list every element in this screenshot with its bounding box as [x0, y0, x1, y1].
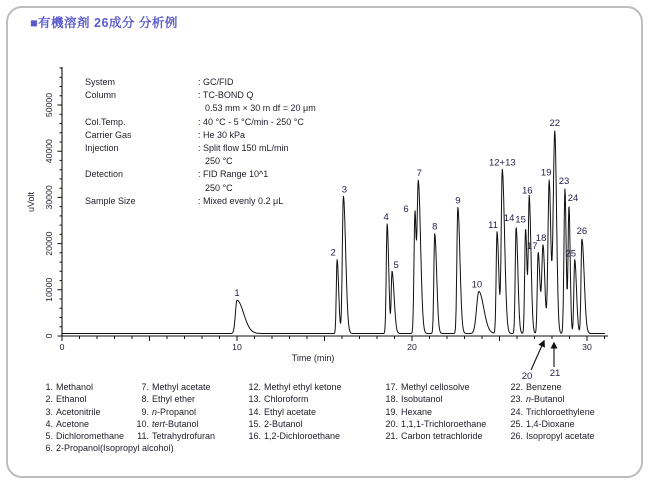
info-value: : FID Range 10^1: [198, 169, 269, 180]
compound-name: Trichloroethylene: [526, 406, 595, 417]
compound-name: Isobutanol: [401, 394, 443, 405]
list-item: [381, 418, 486, 430]
hidden-peak-annotation: [550, 343, 561, 379]
peak-label: 14: [503, 213, 515, 225]
compound-number: 4.: [45, 418, 53, 429]
peak-label: 23: [558, 175, 570, 187]
info-value: : 40 °C - 5 °C/min - 250 °C: [198, 116, 304, 127]
compound-number: 8.: [141, 394, 149, 405]
info-label: Carrier Gas: [85, 129, 132, 140]
compound-name: Methanol: [56, 382, 94, 392]
compound-name: Acetonitrile: [56, 406, 101, 417]
compound-name: Tetrahydrofuran: [152, 431, 216, 442]
list-item: [381, 430, 486, 442]
peak-label: 25: [565, 248, 577, 260]
x-axis-title: Time (min): [291, 353, 335, 363]
y-tick-label: 40000: [44, 139, 54, 164]
compound-number: 10.: [136, 418, 149, 429]
compound-column: [132, 381, 215, 442]
compound-name: Ethanol: [56, 394, 87, 405]
compound-name: Benzene: [526, 382, 562, 392]
compound-number: 15.: [248, 418, 261, 429]
list-item: [381, 406, 486, 418]
peak-label: 7: [416, 168, 422, 179]
peak-label: 3: [341, 184, 348, 196]
compound-name: 1,4-Dioxane: [526, 418, 575, 429]
compound-column: [381, 381, 486, 442]
info-label: Sample Size: [85, 195, 136, 206]
compound-number: 12.: [248, 382, 261, 392]
compound-number: 26.: [510, 431, 523, 442]
compound-name: Isopropyl acetate: [526, 431, 595, 442]
compound-name: Carbon tetrachloride: [401, 431, 483, 442]
peak-label: 4: [383, 212, 389, 223]
peak-label: 9: [455, 195, 461, 207]
compound-number: 5.: [45, 431, 53, 442]
compound-number: 18.: [385, 394, 398, 405]
compound-number: 1.: [45, 382, 53, 392]
page-title-text: ■有機溶剤 26成分 分析例: [30, 16, 178, 30]
axes: [58, 67, 609, 341]
list-item: [381, 381, 486, 393]
peak-label: 16: [522, 185, 533, 197]
list-item: [244, 418, 342, 430]
peak-label: 17: [526, 241, 538, 253]
compound-name: Ethyl ether: [152, 394, 196, 405]
list-item: [244, 406, 342, 418]
compound-name: 1,1,1-Trichloroethane: [401, 418, 487, 429]
peak-label: 21: [549, 368, 561, 379]
peak-label: 15: [515, 214, 526, 226]
list-item: [132, 406, 215, 418]
list-item: [132, 393, 215, 405]
compound-number: 19.: [385, 406, 398, 417]
compound-name: n-Butanol: [526, 394, 565, 405]
compound-number: 13.: [248, 394, 261, 405]
peak-label: 8: [432, 221, 438, 233]
x-tick-label: 10: [232, 342, 242, 352]
compound-name: Methyl acetate: [152, 382, 211, 392]
list-item: [381, 393, 486, 405]
compound-name: Hexane: [401, 406, 433, 417]
compound-name: n-Propanol: [152, 406, 197, 417]
compound-number: 3.: [45, 406, 53, 417]
y-axis-title: uVolt: [26, 191, 36, 213]
peak-label: 20: [521, 371, 533, 382]
list-item: [244, 430, 342, 442]
x-tick-label: 0: [59, 342, 65, 352]
compound-number: 23.: [510, 394, 523, 405]
list-item: [132, 418, 215, 430]
info-label: System: [85, 77, 116, 87]
info-value: : Mixed evenly 0.2 μL: [198, 195, 284, 206]
info-value: : GC/FID: [198, 77, 234, 87]
compound-column: [244, 381, 342, 442]
x-tick-label: 30: [582, 342, 592, 352]
compound-number: 7.: [141, 382, 149, 392]
compound-number: 25.: [510, 418, 523, 429]
peak-label: 24: [567, 193, 579, 204]
info-value: : He 30 kPa: [198, 129, 246, 140]
compound-name: 2-Butanol: [264, 418, 303, 429]
compound-name: Methyl cellosolve: [401, 382, 470, 392]
list-item: [506, 393, 595, 405]
compound-number: 9.: [141, 406, 149, 417]
y-tick-label: 0: [44, 333, 54, 339]
chromatogram-trace: [62, 131, 605, 334]
annotation-arrow-icon: [531, 341, 544, 370]
info-value: : TC-BOND Q: [198, 90, 254, 101]
peak-label: 10: [471, 279, 483, 291]
peak-label: 19: [540, 167, 552, 179]
info-label: Detection: [85, 169, 124, 180]
compound-name: 1,2-Dichloroethane: [264, 431, 341, 442]
peak-label: 18: [535, 233, 547, 245]
list-item: [506, 381, 595, 393]
peak-label: 22: [549, 118, 561, 130]
hidden-peak-annotation: [522, 341, 544, 382]
peak-label: 2: [330, 247, 336, 259]
compound-number: 24.: [510, 406, 523, 417]
info-label: Col.Temp.: [85, 116, 126, 127]
compound-number: 22.: [510, 382, 523, 392]
compound-number: 20.: [385, 418, 398, 429]
compound-name: Acetone: [56, 418, 90, 429]
list-item: [132, 430, 215, 442]
compound-number: 21.: [385, 431, 398, 442]
y-tick-label: 10000: [44, 277, 54, 302]
info-value: 0.53 mm × 30 m df = 20 μm: [205, 103, 316, 114]
y-tick-label: 20000: [44, 231, 54, 256]
compound-name: tert-Butanol: [152, 418, 199, 429]
compound-name: Dichloromethane: [56, 431, 125, 442]
peak-label: 5: [393, 260, 399, 272]
x-tick-label: 20: [407, 342, 417, 352]
list-item: [132, 381, 215, 393]
peak-label: 6: [403, 203, 409, 215]
info-value: 250 °C: [205, 182, 233, 193]
list-item: [244, 381, 342, 393]
compound-number: 14.: [248, 406, 261, 417]
compound-name: Methyl ethyl ketone: [264, 382, 342, 392]
peak-label: 1: [234, 288, 240, 300]
compound-column: [506, 381, 595, 442]
list-item: [244, 393, 342, 405]
y-tick-label: 30000: [44, 185, 54, 210]
y-tick-label: 50000: [44, 92, 54, 118]
list-item: [36, 442, 174, 454]
peak-label: 12+13: [488, 157, 516, 169]
list-item: [506, 418, 595, 430]
axis-ticks: [58, 68, 605, 341]
info-value: : Split flow 150 mL/min: [198, 143, 289, 154]
peak-label: 26: [576, 225, 588, 237]
compound-number: 2.: [45, 394, 53, 405]
compound-number: 16.: [248, 431, 261, 442]
list-item: [506, 430, 595, 442]
compound-number: 17.: [385, 382, 398, 392]
peak-labels: [234, 118, 587, 299]
compound-name: Chloroform: [264, 394, 309, 405]
peak-label: 11: [488, 219, 499, 231]
info-label: Injection: [85, 143, 119, 154]
list-item: [506, 406, 595, 418]
info-label: Column: [85, 90, 117, 101]
compound-number: 11.: [137, 431, 149, 442]
compound-name: 2-Propanol(Isopropyl alcohol): [56, 443, 174, 454]
info-value: 250 °C: [205, 156, 233, 167]
compound-name: Ethyl acetate: [264, 406, 317, 417]
compound-number: 6.: [45, 443, 53, 454]
